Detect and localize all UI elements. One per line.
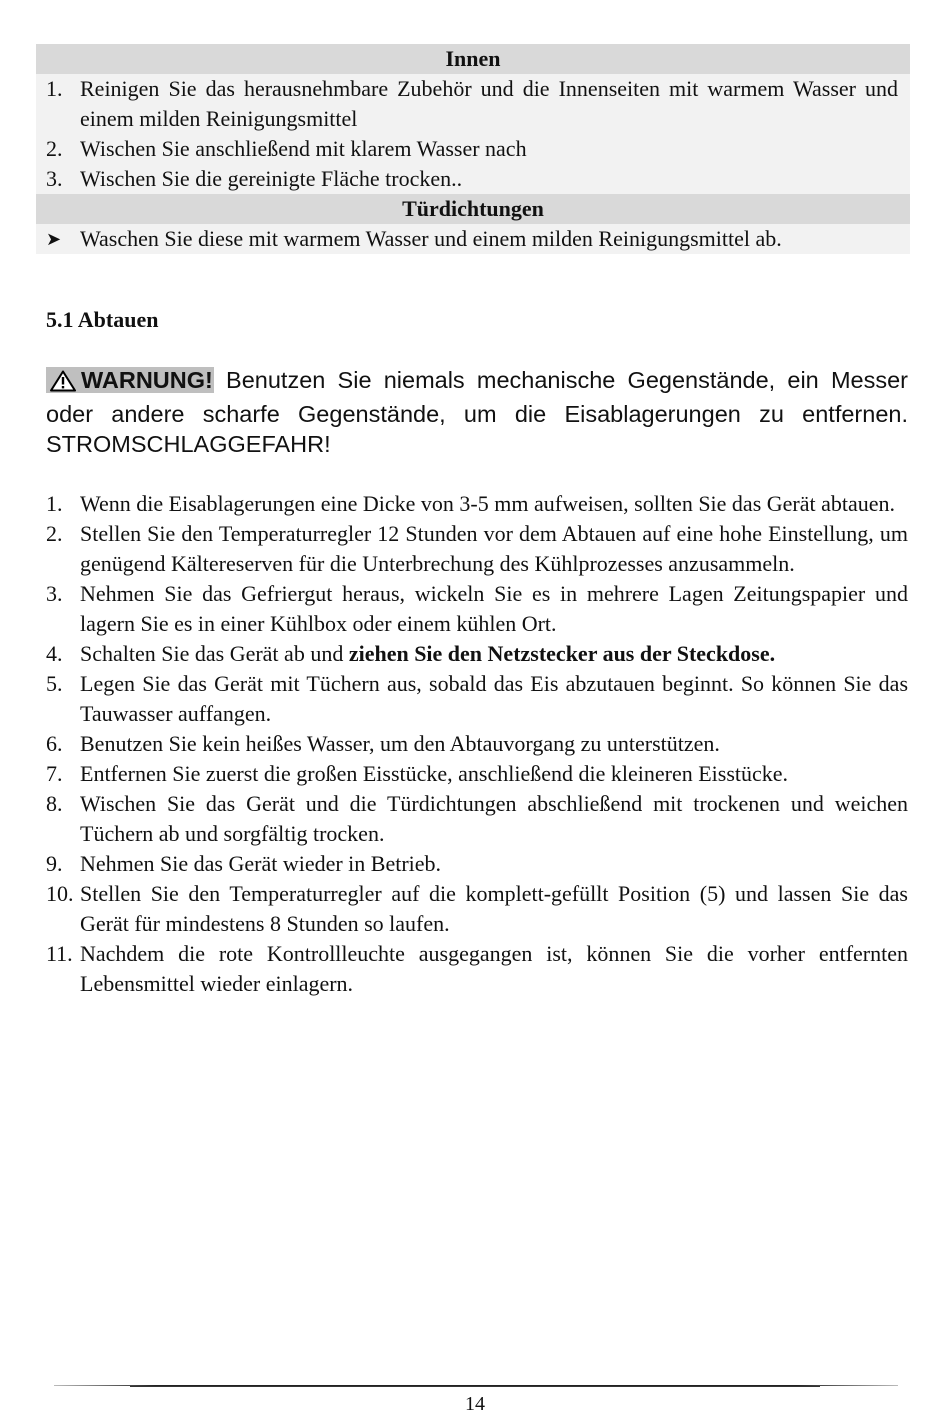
table-section-inside <box>36 74 910 194</box>
defrost-steps <box>46 489 908 999</box>
list-item <box>46 164 898 194</box>
item-text: Waschen Sie diese mit warmem Wasser und einem milden Reinigungsmittel ab. <box>80 226 782 251</box>
step-text: Nachdem die rote Kontrollleuchte ausgegangen ist, können Sie die vorher entfernten Lebensmittel wieder einlagern. <box>80 941 908 996</box>
list-item <box>46 669 908 729</box>
document-page <box>36 44 910 999</box>
step-text: Stellen Sie den Temperaturregler 12 Stunden vor dem Abtauen auf eine hohe Einstellung, um genügend Kältereserven für die Unterbrechung des Kühlprozesses anzusammeln. <box>80 521 908 576</box>
list-item <box>46 74 898 134</box>
item-number: 1. <box>46 76 63 101</box>
warning-label-box <box>46 367 214 393</box>
page-number: 14 <box>465 1393 485 1415</box>
step-text: Stellen Sie den Temperaturregler auf die komplett-gefüllt Position (5) und lassen Sie das Gerät für mindestens 8 Stunden so laufen. <box>80 881 908 936</box>
step-text-container <box>80 639 908 669</box>
table-section-door-seals <box>36 224 910 254</box>
step-number: 6. <box>46 731 63 756</box>
item-text: Reinigen Sie das herausnehmbare Zubehör und die Innenseiten mit warmem Wasser und einem milden Reinigungsmittel <box>80 76 898 131</box>
list-item <box>46 759 908 789</box>
step-text: Nehmen Sie das Gerät wieder in Betrieb. <box>80 851 442 876</box>
step-text: Wenn die Eisablagerungen eine Dicke von 3-5 mm aufweisen, sollten Sie das Gerät abtauen. <box>80 491 896 516</box>
item-number: 2. <box>46 136 63 161</box>
step-text: Entfernen Sie zuerst die großen Eisstücke, anschließend die kleineren Eisstücke. <box>80 761 789 786</box>
step-text: Schalten Sie das Gerät ab und <box>80 641 349 666</box>
item-number: 3. <box>46 166 63 191</box>
step-text-emphasis: ziehen Sie den Netzstecker aus der Steckdose. <box>348 641 776 666</box>
step-text: Benutzen Sie kein heißes Wasser, um den Abtauvorgang zu unterstützen. <box>80 731 720 756</box>
section-title: 5.1 Abtauen <box>46 307 159 332</box>
step-number: 1. <box>46 491 63 516</box>
step-number: 4. <box>46 641 63 666</box>
footer-divider-inner <box>130 1386 820 1387</box>
list-item <box>46 489 908 519</box>
step-number: 3. <box>46 581 63 606</box>
arrow-bullet-icon: ➤ <box>46 229 62 249</box>
step-number: 5. <box>46 671 63 696</box>
list-item <box>46 849 908 879</box>
item-text: Wischen Sie die gereinigte Fläche trocken.. <box>80 166 463 191</box>
list-item <box>46 579 908 639</box>
step-number: 7. <box>46 761 63 786</box>
list-item <box>46 789 908 849</box>
table-heading-inside: Innen <box>36 44 910 74</box>
step-number: 8. <box>46 791 63 816</box>
step-number: 10. <box>46 881 74 906</box>
step-number: 2. <box>46 521 63 546</box>
list-item <box>46 519 908 579</box>
list-item <box>46 939 908 999</box>
step-text: Wischen Sie das Gerät und die Türdichtungen abschließend mit trockenen und weichen Tüchern ab und sorgfältig trocken. <box>80 791 908 846</box>
warning-triangle-icon <box>50 369 76 399</box>
warning-paragraph <box>46 365 908 459</box>
list-item <box>46 134 898 164</box>
list-item <box>46 729 908 759</box>
cleaning-table <box>36 44 910 254</box>
item-text: Wischen Sie anschließend mit klarem Wasser nach <box>80 136 527 161</box>
list-item <box>46 224 898 254</box>
step-text: Nehmen Sie das Gefriergut heraus, wickeln Sie es in mehrere Lagen Zeitungspapier und lagern Sie es in einer Kühlbox oder einem kühlen Ort. <box>80 581 908 636</box>
table-heading-door-seals: Türdichtungen <box>36 194 910 224</box>
step-text: Legen Sie das Gerät mit Tüchern aus, sobald das Eis abzutauen beginnt. So können Sie das Tauwasser auffangen. <box>80 671 908 726</box>
list-item <box>46 879 908 939</box>
warning-text: Benutzen Sie niemals mechanische Gegenstände, ein Messer oder andere scharfe Gegenstände, um die Eisablagerungen zu entfernen. STROMSCHLAGGEFAHR! <box>46 367 908 457</box>
step-number: 11. <box>46 941 73 966</box>
warning-label: WARNUNG! <box>81 367 213 393</box>
list-item <box>46 639 908 669</box>
step-number: 9. <box>46 851 63 876</box>
